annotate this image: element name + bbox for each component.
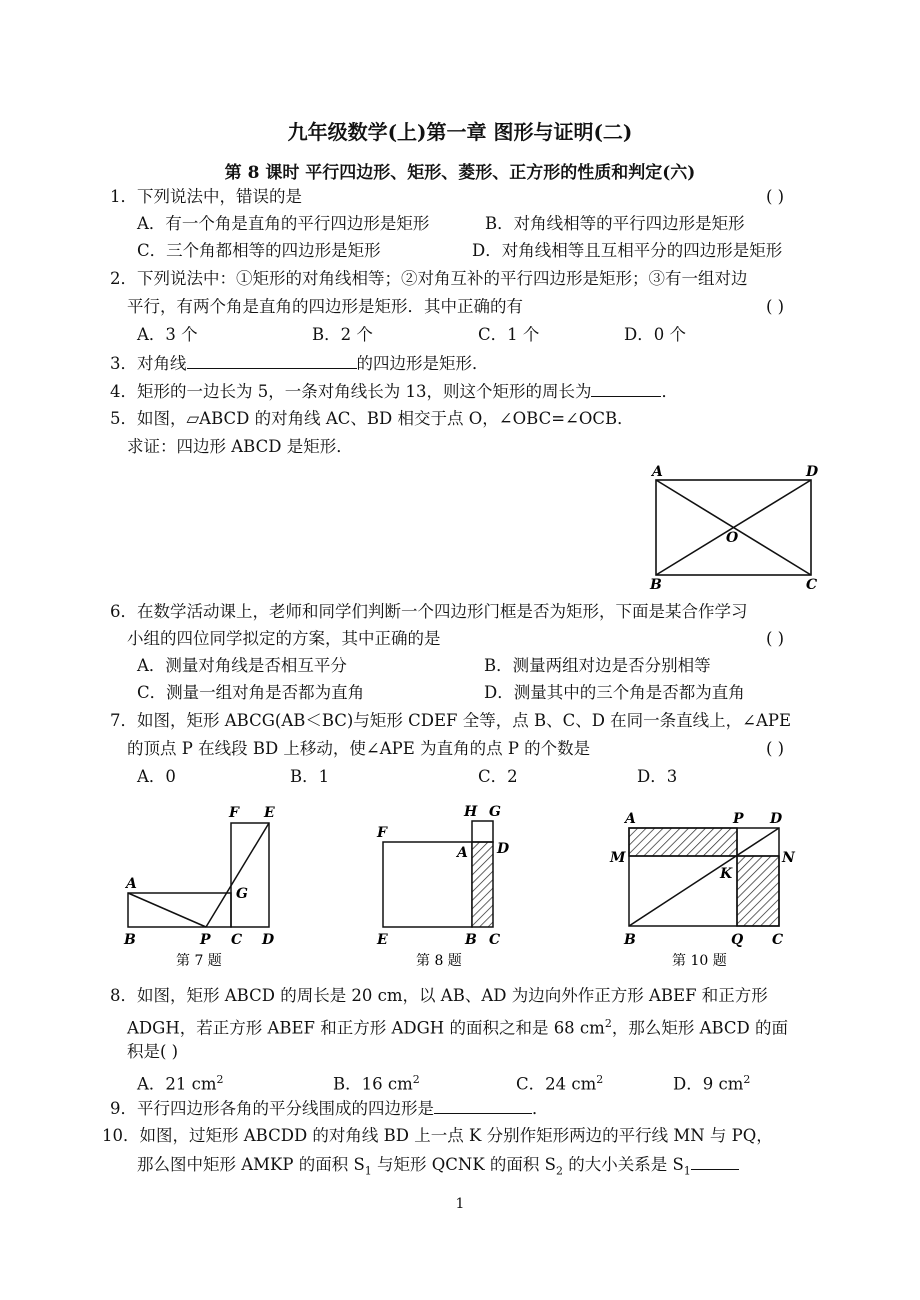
q10-answer-blank[interactable] xyxy=(691,1153,739,1170)
fig10-label-c: C xyxy=(772,932,784,948)
fig10-caption: 第 10 题 xyxy=(672,953,727,969)
q8-option-a-sup: 2 xyxy=(216,1073,224,1086)
q10-sub-3: 1 xyxy=(683,1164,691,1178)
fig7-label-e: E xyxy=(264,805,275,821)
q9-stem xyxy=(110,1097,549,1120)
fig10-label-n: N xyxy=(782,850,795,866)
q4-stem xyxy=(110,380,678,403)
q6-option-a: A．测量对角线是否相互平分 xyxy=(137,656,347,675)
q8-option-c xyxy=(516,1069,603,1096)
q10-sub-2: 2 xyxy=(555,1164,563,1178)
q6-option-b: B．测量两组对边是否分别相等 xyxy=(484,656,711,675)
fig7-label-g: G xyxy=(236,886,248,902)
fig7-label-d: D xyxy=(262,932,275,948)
q10-stem-line1: 10．如图，过矩形 ABCDD 的对角线 BD 上一点 K 分别作矩形两边的平行线 MN 与 PQ， xyxy=(102,1126,773,1145)
fig10-label-m: M xyxy=(610,850,626,866)
q7-option-d: D．3 xyxy=(637,767,678,786)
q2-answer-paren: ( ) xyxy=(766,297,785,316)
q7-answer-paren: ( ) xyxy=(766,739,785,758)
q7-option-c: C．2 xyxy=(478,767,518,786)
figures-row xyxy=(0,795,920,975)
fig7-label-p: P xyxy=(200,932,211,948)
page-number: 1 xyxy=(455,1196,465,1212)
q7-option-a: A．0 xyxy=(137,767,176,786)
fig7-caption: 第 7 题 xyxy=(176,953,222,969)
q7-stem-line2: 的顶点 P 在线段 BD 上移动，使∠APE 为直角的点 P 的个数是 xyxy=(127,739,591,758)
q6-option-d: D．测量其中的三个角是否都为直角 xyxy=(484,683,745,702)
fig10-label-b: B xyxy=(624,932,636,948)
fig7-segment-ap xyxy=(128,893,206,927)
q8-option-c-sup: 2 xyxy=(596,1073,604,1086)
q9-stem-pre: 9．平行四边形各角的平分线围成的四边形是 xyxy=(110,1099,434,1118)
q8-stem-line2-pre: ADGH，若正方形 ABEF 和正方形 ADGH 的面积之和是 68 cm xyxy=(127,1018,605,1038)
q1-option-c: C．三个角都相等的四边形是矩形 xyxy=(137,241,381,260)
q8-option-d-text: D．9 cm xyxy=(673,1074,744,1094)
fig7-label-c: C xyxy=(231,932,243,948)
q10-sub-1: 1 xyxy=(364,1164,372,1178)
q2-option-d: D．0 个 xyxy=(624,325,686,344)
q6-answer-paren: ( ) xyxy=(766,629,785,648)
fig7-diagram xyxy=(123,805,275,969)
q8-option-b xyxy=(333,1069,420,1096)
q10-stem-line2 xyxy=(137,1153,739,1182)
q1-option-b: B．对角线相等的平行四边形是矩形 xyxy=(485,214,745,233)
q2-option-b: B．2 个 xyxy=(312,325,373,344)
q9-stem-post: ． xyxy=(532,1099,549,1118)
q10-text-part2: 与矩形 QCNK 的面积 S xyxy=(371,1155,556,1174)
fig8-diagram xyxy=(376,804,510,969)
q4-stem-post: ． xyxy=(661,382,678,401)
q1-option-a: A．有一个角是直角的平行四边形是矩形 xyxy=(137,214,430,233)
q5-label-c: C xyxy=(806,577,818,590)
q6-stem-line1: 6．在数学活动课上，老师和同学们判断一个四边形门框是否为矩形，下面是某合作学习 xyxy=(110,602,748,621)
q5-figure xyxy=(640,462,825,590)
fig7-segment-pe xyxy=(206,823,269,927)
q8-option-d-sup: 2 xyxy=(743,1073,751,1086)
fig10-label-d: D xyxy=(770,811,783,827)
fig10-label-k: K xyxy=(720,866,733,882)
q1-stem: 1．下列说法中，错误的是 xyxy=(110,187,302,206)
q4-stem-pre: 4．矩形的一边长为 5，一条对角线长为 13，则这个矩形的周长为 xyxy=(110,382,592,401)
q10-text-part3: 的大小关系是 S xyxy=(562,1155,684,1174)
q8-option-d xyxy=(673,1069,750,1096)
q4-answer-blank[interactable] xyxy=(591,380,661,397)
lesson-subtitle: 第 8 课时 平行四边形、矩形、菱形、正方形的性质和判定(六) xyxy=(224,163,696,183)
q5-label-o: O xyxy=(726,530,739,546)
q5-label-a: A xyxy=(652,464,663,480)
q2-stem-line1: 2．下列说法中：①矩形的对角线相等；②对角互补的平行四边形是矩形；③有一组对边 xyxy=(110,269,748,288)
q6-option-c: C．测量一组对角是否都为直角 xyxy=(137,683,365,702)
fig8-label-c: C xyxy=(489,932,501,948)
q8-stem-line1: 8．如图，矩形 ABCD 的周长是 20 cm，以 AB、AD 为边向外作正方形 ABEF 和正方形 xyxy=(110,986,768,1005)
q5-label-d: D xyxy=(806,464,819,480)
q7-option-b: B．1 xyxy=(290,767,330,786)
fig8-caption: 第 8 题 xyxy=(416,953,462,969)
fig8-square-adgh xyxy=(472,821,493,842)
fig7-label-a: A xyxy=(126,876,137,892)
q2-option-c: C．1 个 xyxy=(478,325,540,344)
q3-stem xyxy=(110,352,489,375)
q8-stem-line3: 积是( ) xyxy=(127,1042,179,1061)
fig7-label-f: F xyxy=(229,805,239,821)
fig10-rect-amkp xyxy=(629,828,737,856)
q3-stem-post: 的四边形是矩形． xyxy=(356,354,489,373)
fig8-label-a: A xyxy=(457,845,468,861)
fig8-label-e: E xyxy=(377,932,388,948)
fig8-label-b: B xyxy=(465,932,477,948)
q8-option-a-text: A．21 cm xyxy=(137,1074,217,1094)
q8-option-b-sup: 2 xyxy=(412,1073,420,1086)
q5-stem: 5．如图，▱ABCD 的对角线 AC、BD 相交于点 O，∠OBC=∠OCB． xyxy=(110,409,634,428)
fig10-diagram xyxy=(609,811,796,969)
q8-option-b-text: B．16 cm xyxy=(333,1074,413,1094)
q8-stem-line2-post: ，那么矩形 ABCD 的面 xyxy=(611,1018,789,1038)
q2-stem-line2: 平行，有两个角是直角的四边形是矩形．其中正确的有 xyxy=(127,297,523,316)
q8-area-unit-sup: 2 xyxy=(604,1017,612,1030)
q8-option-a xyxy=(137,1069,224,1096)
fig8-label-g: G xyxy=(489,804,501,820)
fig8-label-d: D xyxy=(497,841,510,857)
fig10-label-a: A xyxy=(625,811,636,827)
q3-stem-pre: 3．对角线 xyxy=(110,354,187,373)
q8-stem-line2 xyxy=(127,1013,788,1040)
q5-label-b: B xyxy=(650,577,662,590)
fig8-rect-abcd xyxy=(472,842,493,927)
q3-answer-blank[interactable] xyxy=(187,352,357,369)
page-title: 九年级数学(上)第一章 图形与证明(二) xyxy=(287,120,633,144)
q1-option-d: D．对角线相等且互相平分的四边形是矩形 xyxy=(472,241,783,260)
q8-option-c-text: C．24 cm xyxy=(516,1074,597,1094)
q10-text-part1: 那么图中矩形 AMKP 的面积 S xyxy=(137,1155,365,1174)
q5-proof-prompt: 求证：四边形 ABCD 是矩形． xyxy=(127,437,353,456)
q6-stem-line2: 小组的四位同学拟定的方案，其中正确的是 xyxy=(127,629,441,648)
fig10-label-p: P xyxy=(733,811,744,827)
fig8-label-f: F xyxy=(377,825,387,841)
q9-answer-blank[interactable] xyxy=(434,1097,532,1114)
fig10-rect-qcnk xyxy=(737,856,779,926)
q1-answer-paren: ( ) xyxy=(766,187,785,206)
fig8-label-h: H xyxy=(464,804,478,820)
q2-option-a: A．3 个 xyxy=(137,325,198,344)
fig7-label-b: B xyxy=(124,932,136,948)
q7-stem-line1: 7．如图，矩形 ABCG(AB＜BC)与矩形 CDEF 全等，点 B、C、D 在同一条直线上，∠APE xyxy=(110,711,792,730)
fig10-label-q: Q xyxy=(731,932,744,948)
